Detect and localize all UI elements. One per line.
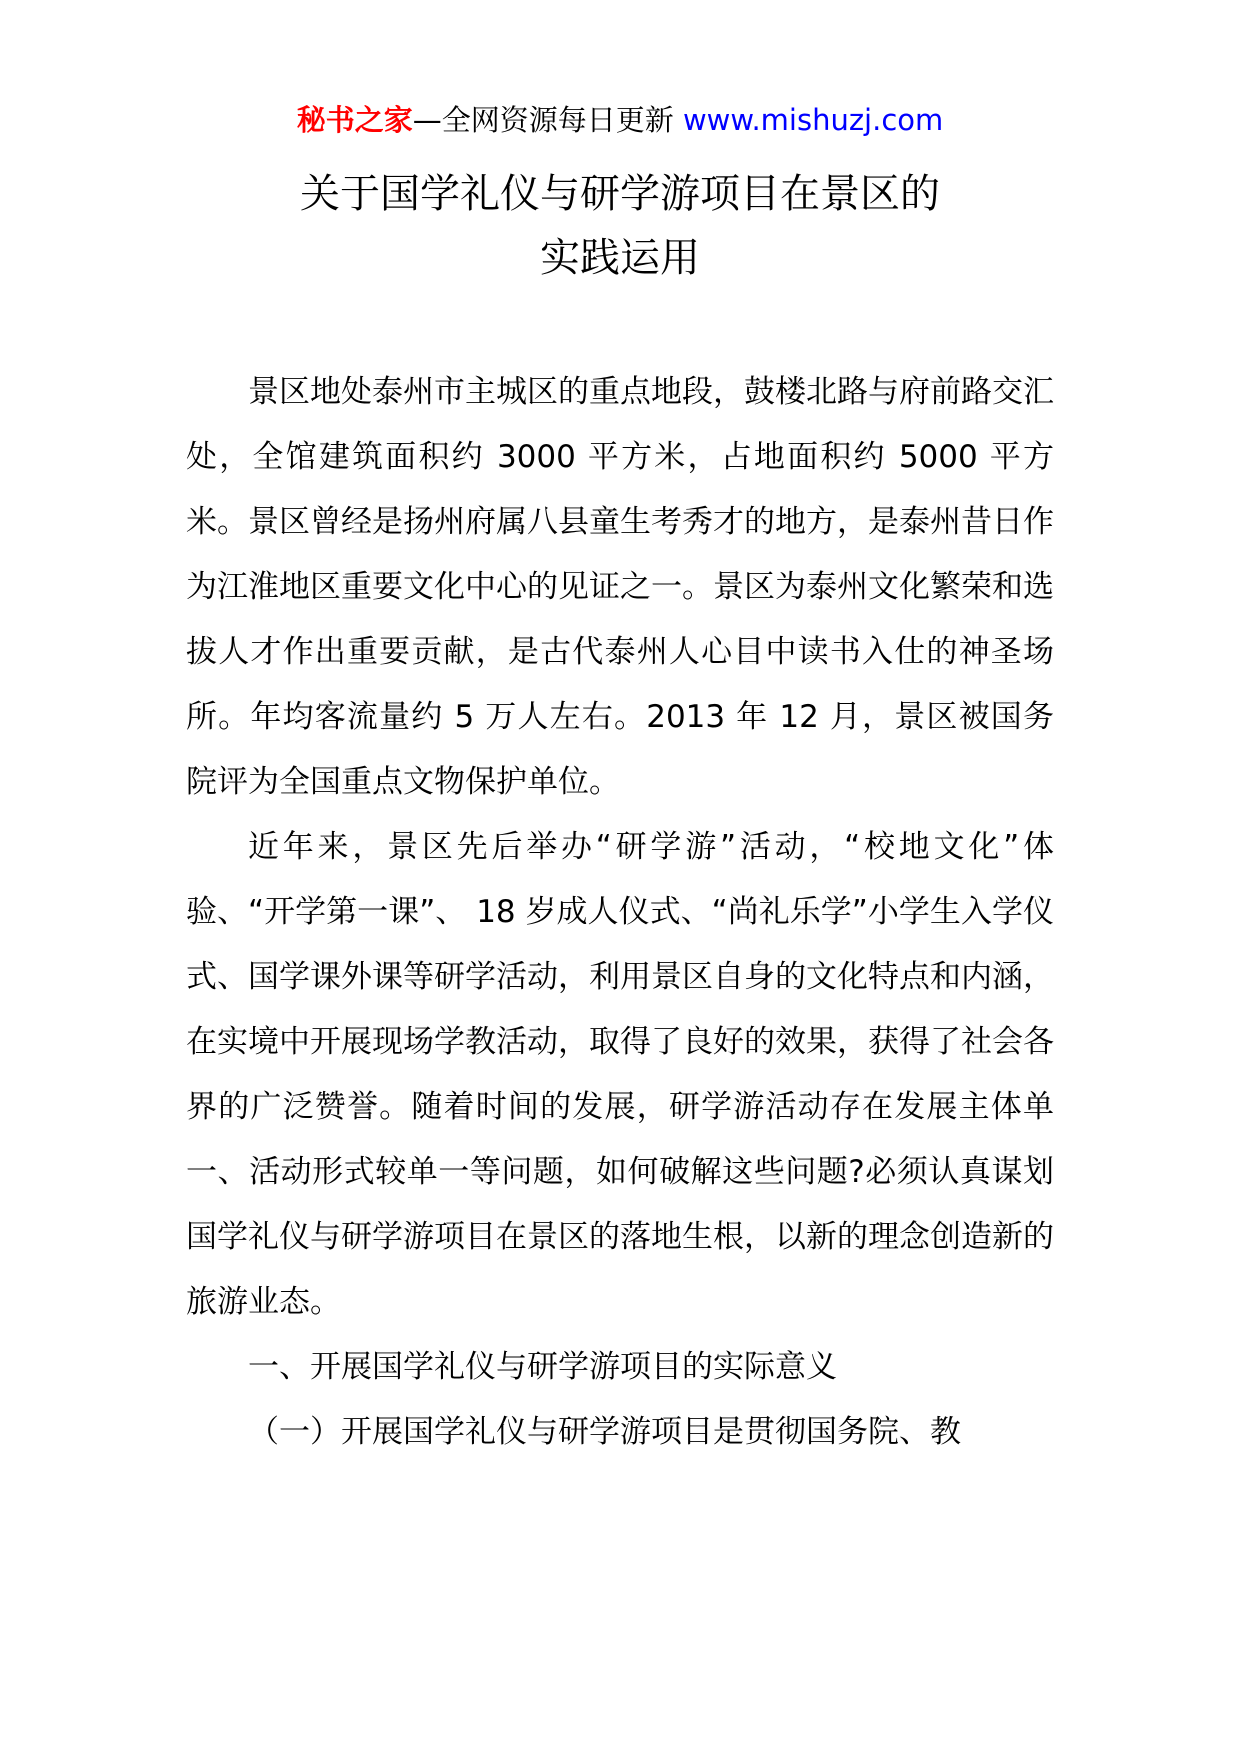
title-line-2: 实践运用: [540, 235, 700, 281]
site-url-link[interactable]: www.mishuzj.com: [682, 103, 944, 137]
section-heading: 一、开展国学礼仪与研学游项目的实际意义: [248, 1349, 837, 1385]
subsection-heading: （一）开展国学礼仪与研学游项目是贯彻国务院、教: [248, 1414, 961, 1450]
paragraph-intro: 景区地处泰州市主城区的重点地段，鼓楼北路与府前路交汇处，全馆建筑面积约 3000 平方米，占地面积约 5000 平方米。景区曾经是扬州府属八县童生考秀才的地方，是泰州昔日作为江淮地区重要文化中心的见证之一。景区为泰州文化繁荣和选拔人才作出重要贡献，是古代泰州人心目中读书入仕的神圣场所。年均客流量约 5 万人左右。2013 年 12 月，景区被国务院评为全国重点文物保护单位。: [186, 374, 1054, 800]
document-body: [186, 360, 1054, 1465]
header-tagline: —全网资源每日更新: [412, 103, 674, 137]
paragraph-activities: 近年来，景区先后举办“研学游”活动，“校地文化”体验、“开学第一课”、 18 岁成人仪式、“尚礼乐学”小学生入学仪式、国学课外课等研学活动，利用景区自身的文化特点和内涵，在实境中开展现场学教活动，取得了良好的效果，获得了社会各界的广泛赞誉。随着时间的发展，研学游活动存在发展主体单一、活动形式较单一等问题，如何破解这些问题?必须认真谋划国学礼仪与研学游项目在景区的落地生根，以新的理念创造新的旅游业态。: [186, 829, 1054, 1320]
site-header: [0, 100, 1240, 140]
document-title: [0, 162, 1240, 290]
title-line-1: 关于国学礼仪与研学游项目在景区的: [300, 171, 940, 217]
brand-name: 秘书之家: [296, 103, 413, 137]
